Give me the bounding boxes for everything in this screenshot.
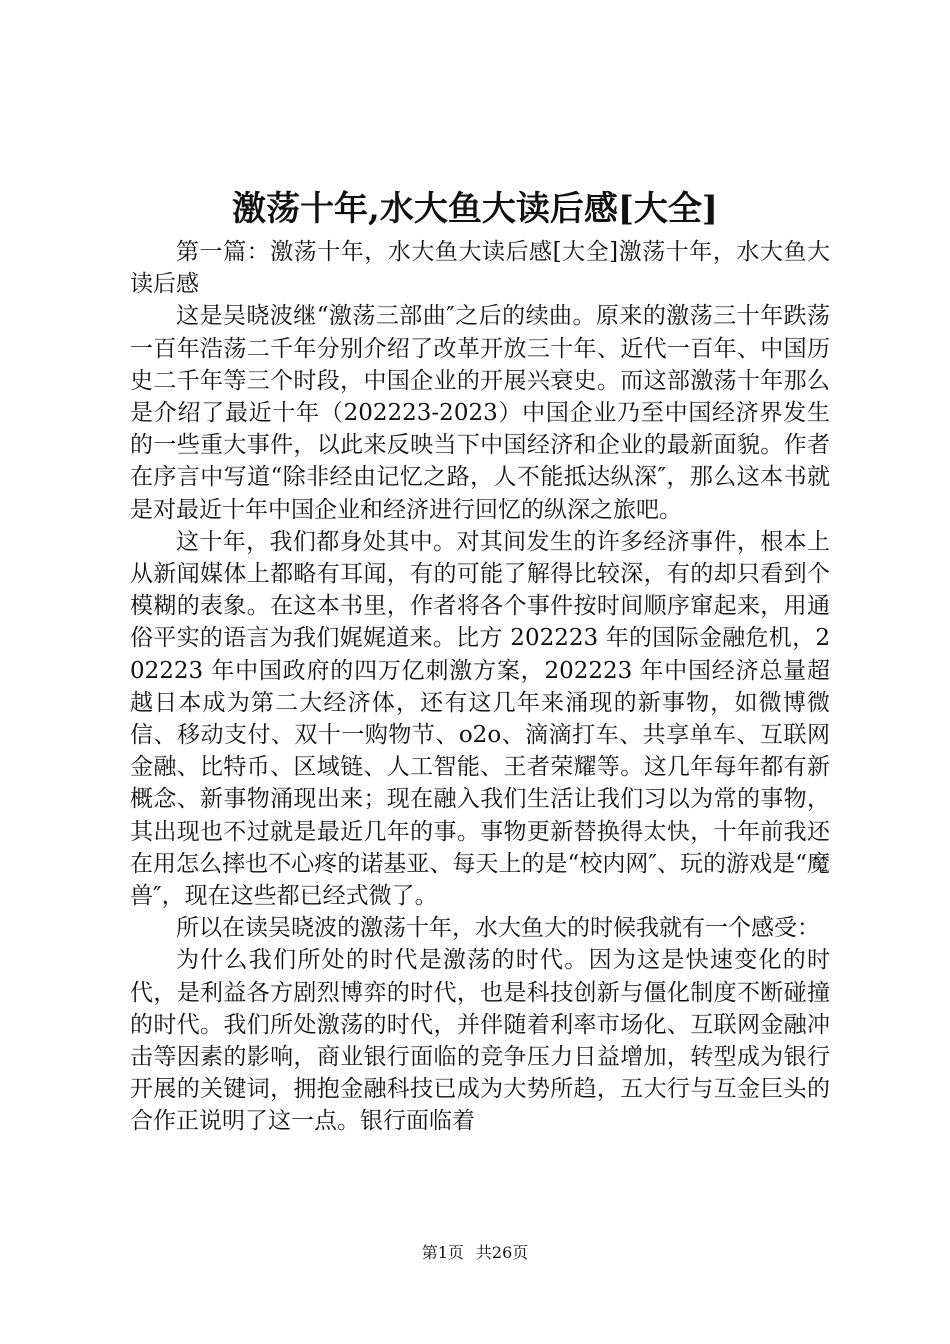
paragraph-3: 这十年，我们都身处其中。对其间发生的许多经济事件，根本上从新闻媒体上都略有耳闻，有的可能了解得比较深，有的却只看到个模糊的表象。在这本书里，作者将各个事件按时间顺序窜起来，用通俗平实的语言为我们娓娓道来。比方 202223 年的国际金融危机，202223 年中国政府的四万亿刺激方案，202223 年中国经济总量超越日本成为第二大经济体，还有这几年来涌现的新事物，如微博微信、移动支付、双十一购物节、o2o、滴滴打车、共享单车、互联网金融、比特币、区域链、人工智能、王者荣耀等。这几年每年都有新概念、新事物涌现出来；现在融入我们生活让我们习以为常的事物，其出现也不过就是最近几年的事。事物更新替换得太快，十年前我还在用怎么摔也不心疼的诺基亚、每天上的是“校内网″、玩的游戏是“魔兽″，现在这些都已经式微了。 (130, 528, 830, 910)
paragraph-1: 第一篇：激荡十年，水大鱼大读后感[大全]激荡十年，水大鱼大读后感 (130, 239, 830, 298)
document-body (130, 236, 830, 1138)
page-number-total: 共26页 (475, 1243, 529, 1262)
paragraph-4: 所以在读吴晓波的激荡十年，水大鱼大的时候我就有一个感受： (176, 915, 820, 942)
paragraph-5: 为什么我们所处的时代是激荡的时代。因为这是快速变化的时代，是利益各方剧烈博弈的时代，也是科技创新与僵化制度不断碰撞的时代。我们所处激荡的时代，并伴随着利率市场化、互联网金融冲击等因素的影响，商业银行面临的竞争压力日益增加，转型成为银行开展的关键词，拥抱金融科技已成为大势所趋，五大行与互金巨头的合作正说明了这一点。银行面临着 (130, 947, 830, 1135)
page-footer (0, 1242, 950, 1264)
document-title: 激荡十年,水大鱼大读后感[大全] (231, 189, 718, 229)
paragraph-2: 这是吴晓波继“激荡三部曲″之后的续曲。原来的激荡三十年跌荡一百年浩荡二千年分别介绍了改革开放三十年、近代一百年、中国历史二千年等三个时段，中国企业的开展兴衰史。而这部激荡十年那么是介绍了最近十年（202223-2023）中国企业乃至中国经济界发生的一些重大事件，以此来反映当下中国经济和企业的最新面貌。作者在序言中写道“除非经由记忆之路，人不能抵达纵深″，那么这本书就是对最近十年中国企业和经济进行回忆的纵深之旅吧。 (130, 303, 830, 523)
page-number-current: 第1页 (421, 1243, 464, 1262)
